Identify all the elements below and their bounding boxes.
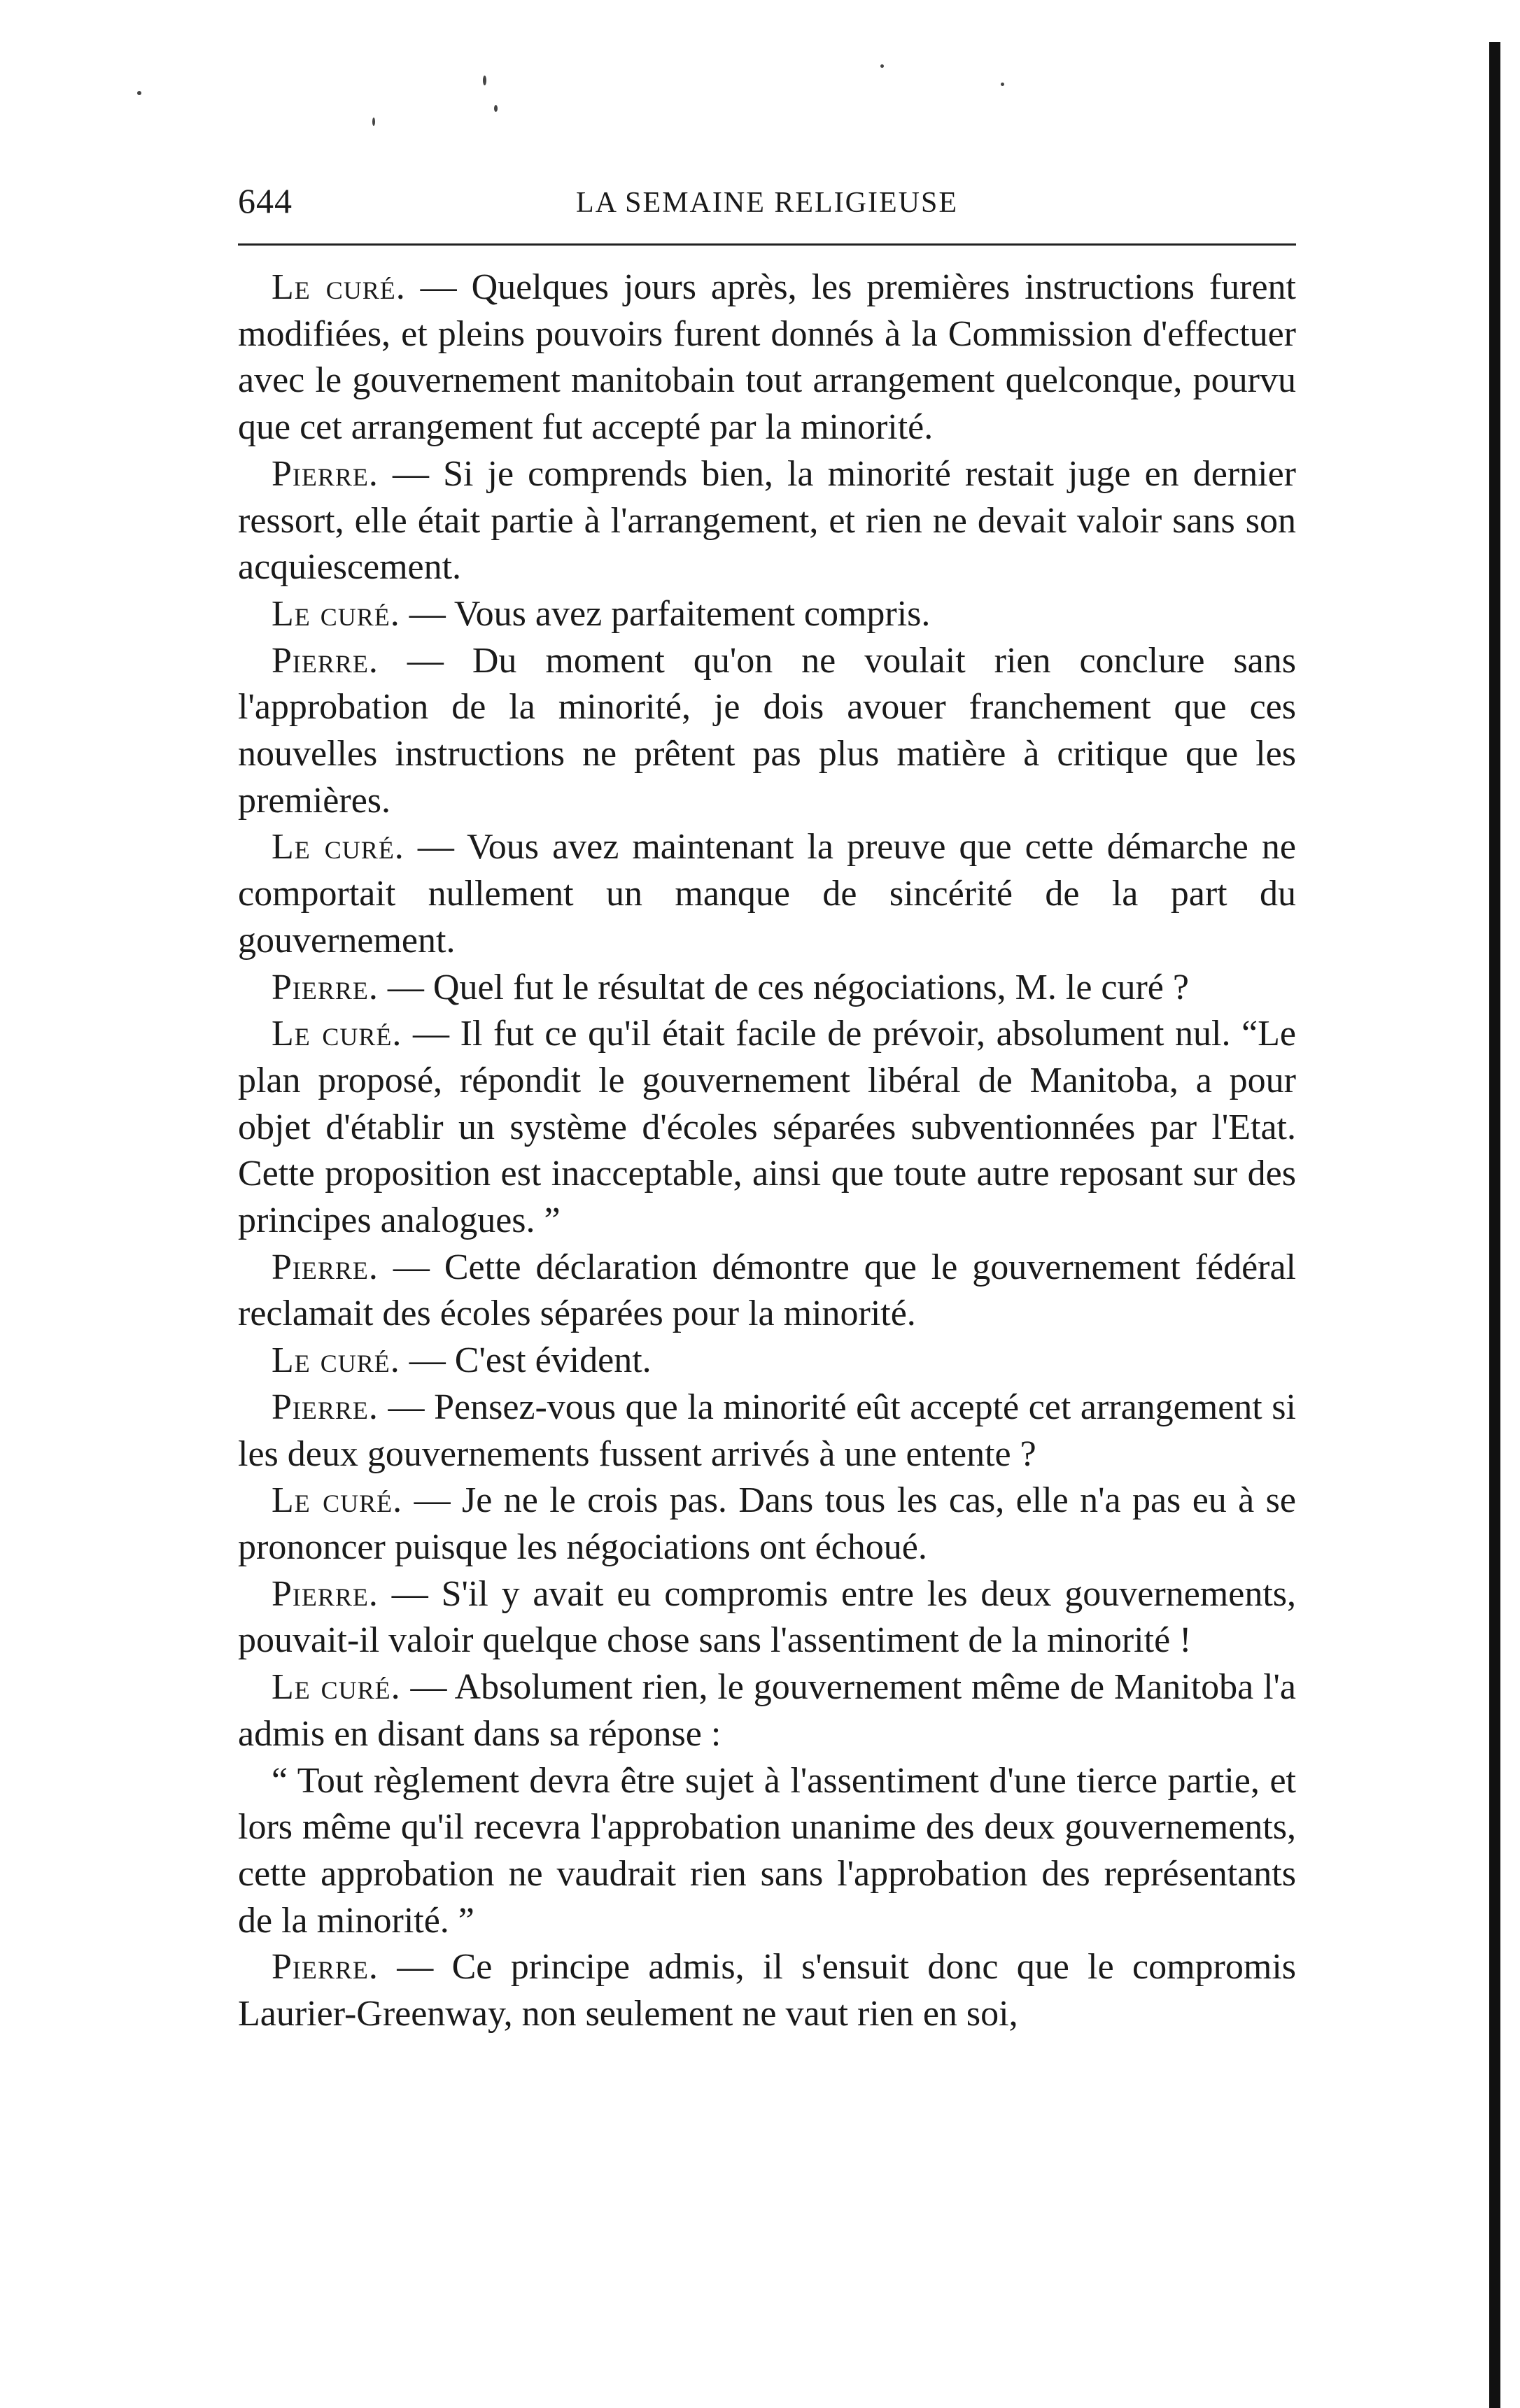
quoted-passage xyxy=(238,1758,1296,1945)
paragraph xyxy=(238,1011,1296,1245)
paragraph xyxy=(238,1944,1296,2037)
speaker-label: Le curé. xyxy=(272,267,406,307)
paragraph-text: — Quel fut le résultat de ces négociations, M. le curé ? xyxy=(378,967,1189,1007)
speaker-label: Pierre. xyxy=(272,1247,379,1287)
speaker-label: Le curé. xyxy=(272,1340,400,1381)
paragraph-text: — Du moment qu'on ne voulait rien conclure sans l'approbation de la minorité, je dois avouer franchement que ces nouvelles instructions ne prêtent pas plus matière à critique que les premières. xyxy=(238,640,1296,821)
speaker-label: Le curé. xyxy=(272,1014,402,1054)
speaker-label: Pierre. xyxy=(272,453,379,494)
paragraph xyxy=(238,264,1296,451)
paragraph xyxy=(238,1478,1296,1571)
page-number: 644 xyxy=(238,181,293,220)
quote-text: “ Tout règlement devra être sujet à l'assentiment d'une tierce partie, et lors même qu'il recevra l'approbation unanime des deux gouvernements, cette approbation ne vaudrait rien sans l'approbation des représentants de la minorité. ” xyxy=(238,1760,1296,1941)
paragraph xyxy=(238,1384,1296,1478)
paragraph-text: — C'est évident. xyxy=(400,1340,652,1381)
speaker-label: Le curé. xyxy=(272,593,400,634)
paragraph-text: — Il fut ce qu'il était facile de prévoir, absolument nul. “Le plan proposé, répondit le gouvernement libéral de Manitoba, a pour objet d'établir un système d'écoles séparées subventionnées par l'Etat. Cette proposition est inacceptable, ainsi que toute autre reposant sur des principes analogues. ” xyxy=(238,1014,1297,1241)
paragraph xyxy=(238,824,1296,964)
paragraph-text: — Pensez-vous que la minorité eût accepté cet arrangement si les deux gouvernements fussent arrivés à une entente ? xyxy=(238,1387,1296,1474)
running-title: LA SEMAINE RELIGIEUSE xyxy=(576,187,958,219)
page-header xyxy=(238,180,1296,229)
paragraph-text: — Ce principe admis, il s'ensuit donc que le compromis Laurier-Greenway, non seulement ne vaut rien en soi, xyxy=(238,1947,1296,2034)
paragraph xyxy=(238,1245,1296,1338)
paragraph xyxy=(238,1571,1296,1664)
paragraph-text: — Vous avez maintenant la preuve que cette démarche ne comportait nullement un manque de sincérité de la part du gouvernement. xyxy=(238,827,1296,961)
paragraph xyxy=(238,965,1296,1012)
speaker-label: Pierre. xyxy=(272,967,379,1007)
paragraph-text: — Si je comprends bien, la minorité restait juge en dernier ressort, elle était partie à l'arrangement, et rien ne devait valoir sans son acquiescement. xyxy=(238,453,1296,588)
paragraph-text: — Absolument rien, le gouvernement même de Manitoba l'a admis en disant dans sa réponse : xyxy=(238,1667,1296,1754)
paragraph-text: — Cette déclaration démontre que le gouvernement fédéral reclamait des écoles séparées pour la minorité. xyxy=(238,1247,1296,1334)
speaker-label: Pierre. xyxy=(272,640,379,681)
paragraph-text: — Quelques jours après, les premières instructions furent modifiées, et pleins pouvoirs furent donnés à la Commission d'effectuer avec le gouvernement manitobain tout arrangement quelconque, pourvu que cet arrangement fut accepté par la minorité. xyxy=(238,267,1296,448)
dialogue-body xyxy=(238,264,1296,2038)
paragraph xyxy=(238,591,1296,638)
paragraph xyxy=(238,451,1296,591)
speaker-label: Le curé. xyxy=(272,827,404,867)
paragraph-text: — Je ne le crois pas. Dans tous les cas, elle n'a pas eu à se prononcer puisque les négociations ont échoué. xyxy=(238,1480,1296,1567)
paragraph-text: — S'il y avait eu compromis entre les deux gouvernements, pouvait-il valoir quelque chose sans l'assentiment de la minorité ! xyxy=(238,1573,1296,1661)
speaker-label: Pierre. xyxy=(272,1947,379,1988)
paragraph xyxy=(238,1664,1296,1757)
header-rule xyxy=(238,243,1296,246)
speaker-label: Le curé. xyxy=(272,1480,403,1521)
paragraph xyxy=(238,1338,1296,1384)
speaker-label: Pierre. xyxy=(272,1387,379,1427)
paragraph xyxy=(238,638,1296,825)
page-edge-bar xyxy=(1489,42,1500,2408)
paragraph-text: — Vous avez parfaitement compris. xyxy=(400,593,931,634)
speaker-label: Pierre. xyxy=(272,1573,379,1614)
speaker-label: Le curé. xyxy=(272,1667,401,1708)
